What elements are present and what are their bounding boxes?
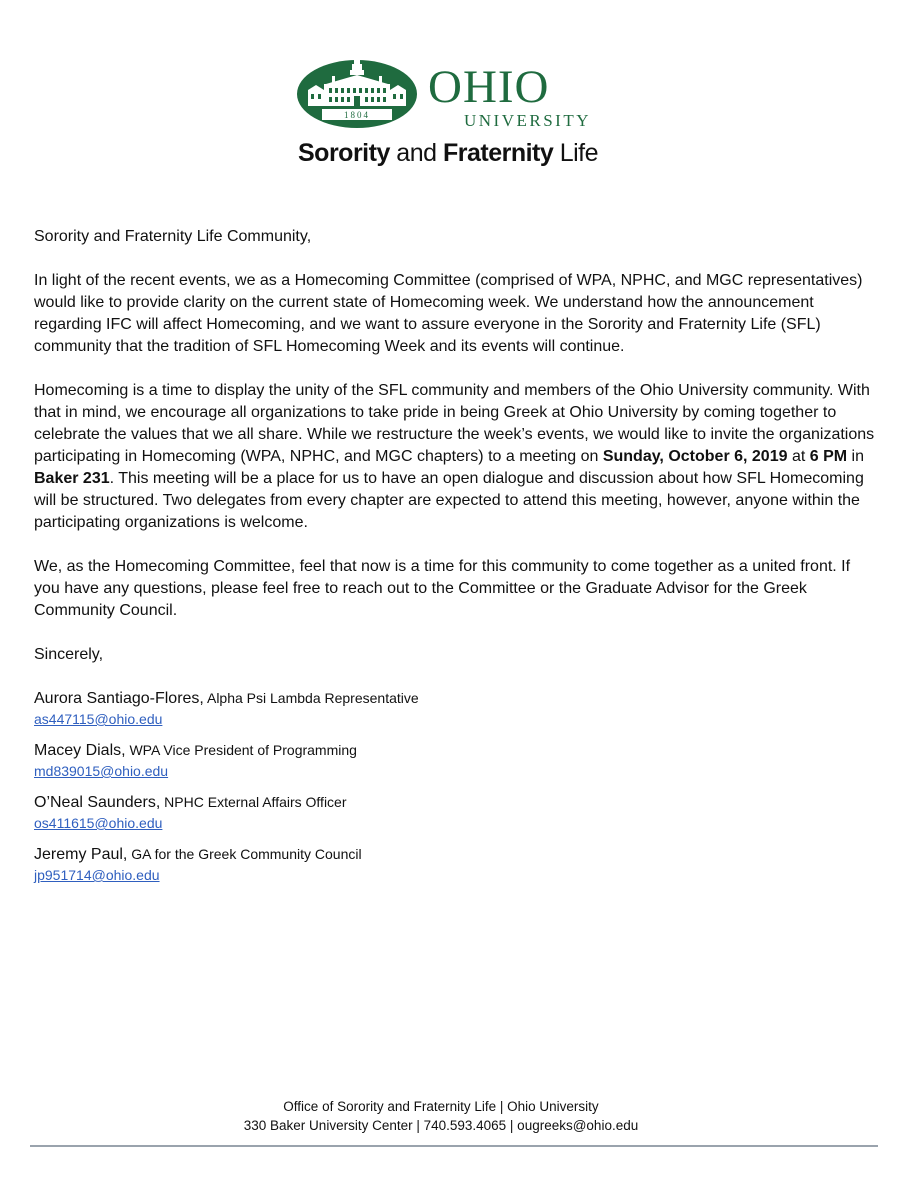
letter-greeting: Sorority and Fraternity Life Community, (34, 228, 312, 245)
paragraph-2-rest: . This meeting will be a place for us to have an open dialogue and discussion about how SFL Homecoming will be structured. Two delegates from every chapter are expected to attend this meeting, however, anyone within the participating organizations is welcome. (34, 470, 864, 531)
ohio-university-sfl-logo (296, 54, 606, 174)
letter-paragraph-2 (34, 380, 876, 534)
signatory-title: GA for the Greek Community Council (127, 846, 362, 862)
footer-contact-line: 330 Baker University Center | 740.593.4065 | ougreeks@ohio.edu (243, 1118, 639, 1133)
letter-paragraph-1: In light of the recent events, we as a Homecoming Committee (comprised of WPA, NPHC, and MGC representatives) would like to provide clarity on the current state of Homecoming week. We understand how the announcement regarding IFC will affect Homecoming, and we want to assure everyone in the Sorority and Fraternity Life (SFL) community that the tradition of SFL Homecoming Week and its events will continue. (34, 272, 863, 355)
signatory-email-link[interactable]: os411615@ohio.edu (34, 815, 163, 831)
letter-body (34, 226, 876, 896)
signatory-email-link[interactable]: as447115@ohio.edu (34, 711, 163, 727)
signatory-email-link[interactable]: md839015@ohio.edu (34, 763, 169, 779)
signatory-line (34, 740, 876, 761)
logo-subtitle-fraternity: Fraternity (442, 139, 554, 167)
signatory-line (34, 688, 876, 709)
logo-subtitle-life: Life (553, 139, 599, 167)
paragraph-2-in: in (847, 448, 864, 465)
signatory-line (34, 844, 876, 865)
logo-ohio-wordmark: OHIO (428, 61, 550, 113)
paragraph-2-at: at (787, 448, 810, 465)
signatory-email-link[interactable]: jp951714@ohio.edu (34, 867, 160, 883)
meeting-time: 6 PM (809, 448, 848, 465)
meeting-place: Baker 231 (34, 470, 110, 487)
signature-entry (34, 740, 876, 783)
cutler-hall-emblem-icon (296, 54, 418, 130)
letter-paragraph-3: We, as the Homecoming Committee, feel that now is a time for this community to come together as a united front. If you have any questions, please feel free to reach out to the Committee or the Graduate Advisor for the Greek Community Council. (34, 558, 851, 619)
signatory-name: Macey Dials, (34, 742, 126, 759)
signatures (34, 688, 876, 887)
signature-entry (34, 688, 876, 731)
signatory-line (34, 792, 876, 813)
signatory-name: Aurora Santiago-Flores, (34, 690, 204, 707)
svg-text:1804: 1804 (344, 110, 370, 120)
footer-office-line: Office of Sorority and Fraternity Life | Ohio University (283, 1099, 599, 1114)
meeting-date: Sunday, October 6, 2019 (602, 448, 788, 465)
signatory-name: Jeremy Paul, (34, 846, 128, 863)
signatory-title: Alpha Psi Lambda Representative (203, 690, 419, 706)
footer-divider (30, 1145, 878, 1147)
logo-subtitle-sorority: Sorority (298, 139, 390, 167)
logo-subtitle (298, 141, 598, 166)
logo-university-wordmark: UNIVERSITY (464, 111, 591, 130)
signature-entry (34, 844, 876, 887)
letter-footer (0, 1097, 882, 1135)
signature-entry (34, 792, 876, 835)
signatory-name: O’Neal Saunders, (34, 794, 161, 811)
paragraph-2-intro: Homecoming is a time to display the unity of the SFL community and members of the Ohio University community. With that in mind, we encourage all organizations to take pride in being Greek at Ohio University by coming together to celebrate the values that we all share. While we restructure the week’s events, we would like to invite the organizations participating in Homecoming (WPA, NPHC, and MGC chapters) to a meeting on (34, 382, 875, 465)
letter-closing: Sincerely, (34, 646, 104, 663)
logo-subtitle-and: and (389, 139, 443, 167)
signatory-title: WPA Vice President of Programming (125, 742, 357, 758)
signatory-title: NPHC External Affairs Officer (160, 794, 347, 810)
